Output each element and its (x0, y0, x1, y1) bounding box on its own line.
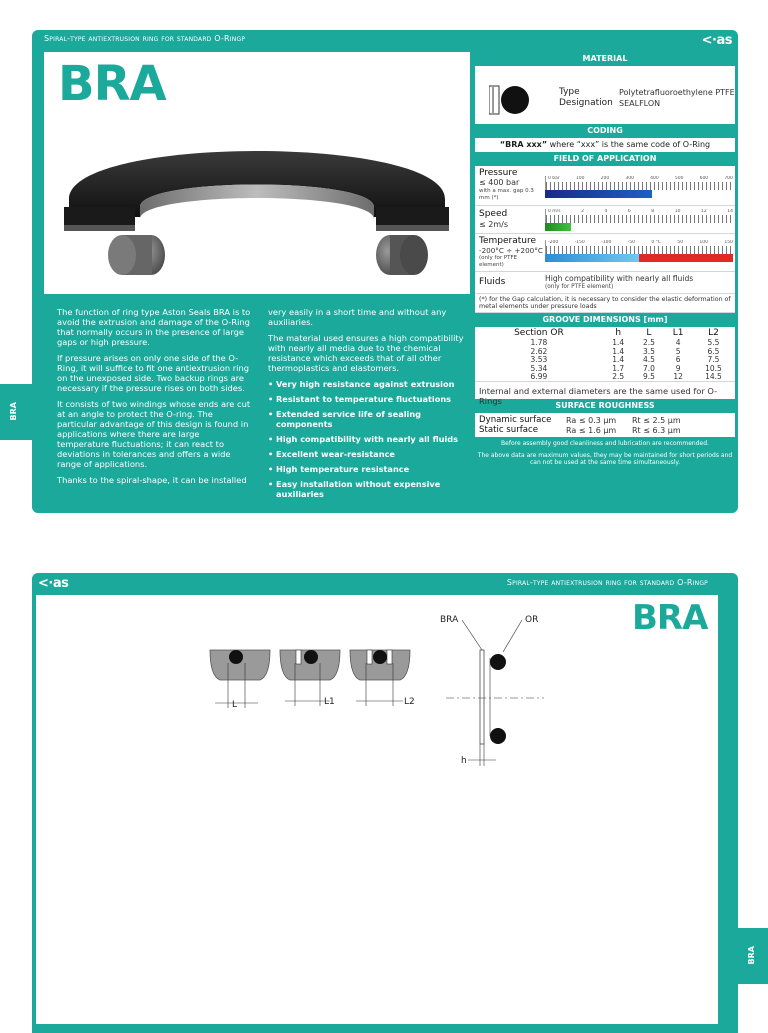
temperature-scale (545, 240, 733, 262)
temperature-row (475, 234, 735, 272)
feature-list (268, 379, 468, 499)
brand-logo: <·as (38, 576, 69, 591)
side-tab-label: BRA (747, 946, 756, 965)
dim-label-h: h (461, 756, 467, 766)
gap-note: (*) for the Gap calculation, it is necessary to consider the elastic deformation of metal elements under pressure loads (475, 294, 735, 313)
groove-row (475, 373, 735, 382)
dynamic-ra: Ra ≤ 0.3 μm (566, 416, 617, 425)
groove-cell: 6 (675, 355, 681, 364)
ring-illustration (44, 95, 470, 294)
pressure-value: ≤ 400 bar (479, 178, 520, 187)
dynamic-rt: Rt ≤ 2.5 μm (632, 416, 681, 425)
groove-cell: 14.5 (705, 372, 722, 381)
temperature-note: (only for PTFE element) (479, 255, 518, 268)
temperature-value: -200°C ÷ +200°C (479, 246, 543, 255)
groove-cell: 2.5 (612, 372, 625, 381)
product-title: BRA (632, 598, 708, 638)
fluids-label: Fluids (479, 277, 506, 287)
groove-diagram (200, 608, 560, 778)
feature-item: • Resistant to temperature fluctuations (268, 394, 468, 404)
feature-item: • Extended service life of sealing components (268, 409, 468, 429)
description-paragraph: It consists of two windings whose ends are cut at an angle to protect the O-ring. The particular advantage of this design is found in applications where there are large temperature fluctuations; it can react to deviations in tolerances and offers a wide range of applications. (57, 399, 251, 469)
fluids-row (475, 272, 735, 294)
pressure-note: with a max. gap 0.3 mm (*) (479, 188, 534, 201)
fluids-note: (only for PTFE element) (545, 284, 614, 290)
card-subtitle: Spiral-type antiextrusion ring for standard O-Ringp (506, 578, 708, 587)
groove-cell: 1.4 (612, 346, 625, 356)
groove-cell: 9 (675, 363, 681, 373)
side-tab[interactable] (738, 928, 768, 984)
groove-cell: 2.5 (642, 338, 655, 347)
groove-row (475, 348, 735, 357)
groove-cell: 1.4 (612, 338, 625, 347)
groove-col-header: L1 (672, 328, 684, 338)
pressure-scale (545, 176, 733, 198)
coding-text: where “xxx” is the same code of O-Ring (547, 140, 711, 149)
groove-cell: 1.78 (530, 338, 548, 347)
speed-scale-labels: 0 m/s 2 4 6 8 10 12 14 (548, 209, 733, 214)
speed-scale (545, 209, 733, 231)
groove-cell: 7.5 (707, 355, 720, 364)
material-designation-label: Designation (559, 98, 613, 108)
groove-row (475, 365, 735, 374)
groove-cell: 4.5 (642, 355, 655, 364)
material-heading: MATERIAL (475, 52, 735, 66)
groove-cell: 5 (675, 346, 681, 356)
groove-cell: 5.5 (707, 338, 720, 347)
dim-label-l1: L1 (324, 697, 335, 707)
groove-cell: 1.7 (612, 363, 625, 373)
groove-cell: 12 (673, 372, 683, 381)
dim-label-l: L (232, 700, 238, 710)
groove-row (475, 356, 735, 365)
groove-cell: 3.5 (642, 346, 655, 356)
groove-cell: 6.99 (530, 372, 548, 381)
groove-col-header: L2 (708, 328, 719, 338)
brand-logo: <·as (701, 33, 732, 48)
description-paragraph: If pressure arises on only one side of the O-Ring, it will suffice to fit one antiextrusion ring on the unexposed side. Two backup rings are necessary if the pressure rises on both sides. (57, 353, 250, 393)
material-type-value: Polytetrafluoroethylene PTFE (619, 88, 735, 97)
groove-header-row (475, 327, 735, 339)
side-tab[interactable] (0, 384, 32, 440)
footer-line: The above data are maximum values, they may be maintained for short periods and can not be used at the same time simultaneously. (477, 451, 733, 466)
static-surface-label: Static surface (479, 425, 539, 435)
side-tab-label: BRA (9, 402, 18, 421)
material-type-label: Type (559, 87, 580, 97)
description-right (268, 307, 468, 504)
roughness-section (475, 413, 735, 437)
groove-l1 (280, 650, 340, 707)
feature-item: • High temperature resistance (268, 464, 468, 474)
footer-notes (475, 437, 735, 467)
description-left (57, 307, 253, 491)
dim-label-l2: L2 (404, 697, 415, 707)
speed-value: ≤ 2m/s (479, 220, 508, 229)
temperature-scale-labels: -200 -150 -100 -50 0 °C 50 100 150 (548, 240, 733, 245)
coding-code: “BRA xxx” (499, 140, 548, 149)
speed-scale-ticks (545, 209, 733, 223)
groove-cell: 2.62 (530, 346, 548, 356)
groove-cell: 4 (675, 338, 681, 347)
footer-line: Before assembly good cleanliness and lubrication are recommended. (501, 440, 709, 447)
speed-label: Speed (479, 209, 508, 219)
coding-heading: CODING (475, 124, 735, 138)
groove-cell: 7.0 (642, 363, 655, 373)
groove-cell: 1.4 (612, 355, 625, 364)
label-or: OR (525, 615, 539, 625)
temperature-label: Temperature (479, 236, 537, 246)
groove-l (210, 650, 270, 710)
speed-level-bar (545, 223, 571, 231)
field-of-application-heading: FIELD OF APPLICATION (475, 152, 735, 166)
groove-cell: 9.5 (642, 372, 655, 381)
groove-col-header: h (615, 328, 622, 338)
speed-row (475, 206, 735, 234)
product-title: BRA (58, 56, 166, 112)
pressure-label: Pressure (479, 168, 518, 178)
groove-col-header: L (646, 328, 652, 338)
static-ra: Ra ≤ 1.6 μm (566, 426, 617, 435)
static-rt: Rt ≤ 6.3 μm (632, 426, 681, 435)
material-section (475, 66, 735, 124)
groove-cell: 5.34 (530, 363, 548, 373)
groove-section (475, 327, 735, 381)
groove-heading: GROOVE DIMENSIONS [mm] (475, 313, 735, 327)
temperature-level-bar (545, 254, 733, 262)
coding-section (475, 138, 735, 152)
material-designation-value: SEALFLON (619, 99, 661, 108)
groove-cell: 6.5 (707, 346, 720, 356)
label-bra: BRA (440, 615, 459, 625)
description-paragraph: Thanks to the spiral-shape, it can be installed (57, 475, 247, 485)
pressure-row (475, 166, 735, 206)
groove-table (475, 327, 735, 382)
backup-ring-icon (489, 84, 529, 118)
feature-item: • Very high resistance against extrusion (268, 379, 468, 389)
groove-col-header: Section OR (514, 328, 564, 338)
description-paragraph: very easily in a short time and without any auxiliaries. (268, 307, 447, 327)
pressure-level-bar (545, 190, 652, 198)
pressure-scale-labels: 0 bar 100 200 300 400 500 600 700 (548, 176, 733, 181)
groove-row (475, 339, 735, 348)
card-subtitle: Spiral-type antiextrusion ring for standard O-Ringp (44, 34, 246, 43)
pressure-scale-ticks (545, 176, 733, 190)
dynamic-surface-label: Dynamic surface (479, 415, 552, 425)
temperature-scale-ticks (545, 240, 733, 254)
diameter-note: Internal and external diameters are the same used for O-Rings (475, 381, 735, 399)
groove-l2 (350, 650, 415, 707)
roughness-heading: SURFACE ROUGHNESS (475, 399, 735, 413)
groove-cell: 3.53 (530, 355, 548, 364)
description-paragraph: The function of ring type Aston Seals BRA is to avoid the extrusion and damage of the O-Ring that normally occurs in the presence of large gaps or high pressure. (57, 307, 251, 347)
groove-cell: 10.5 (705, 363, 722, 373)
description-paragraph: The material used ensures a high compatibility with nearly all media due to the chemical resistance which exceeds that of all other thermoplastics and elastomers. (268, 333, 464, 373)
spec-table (475, 52, 735, 467)
feature-item: • Easy installation without expensive auxiliaries (268, 479, 468, 499)
section-view (440, 615, 544, 766)
feature-item: • High compatibility with nearly all fluids (268, 434, 468, 444)
fluids-value: High compatibility with nearly all fluids (545, 274, 694, 283)
feature-item: • Excellent wear-resistance (268, 449, 468, 459)
